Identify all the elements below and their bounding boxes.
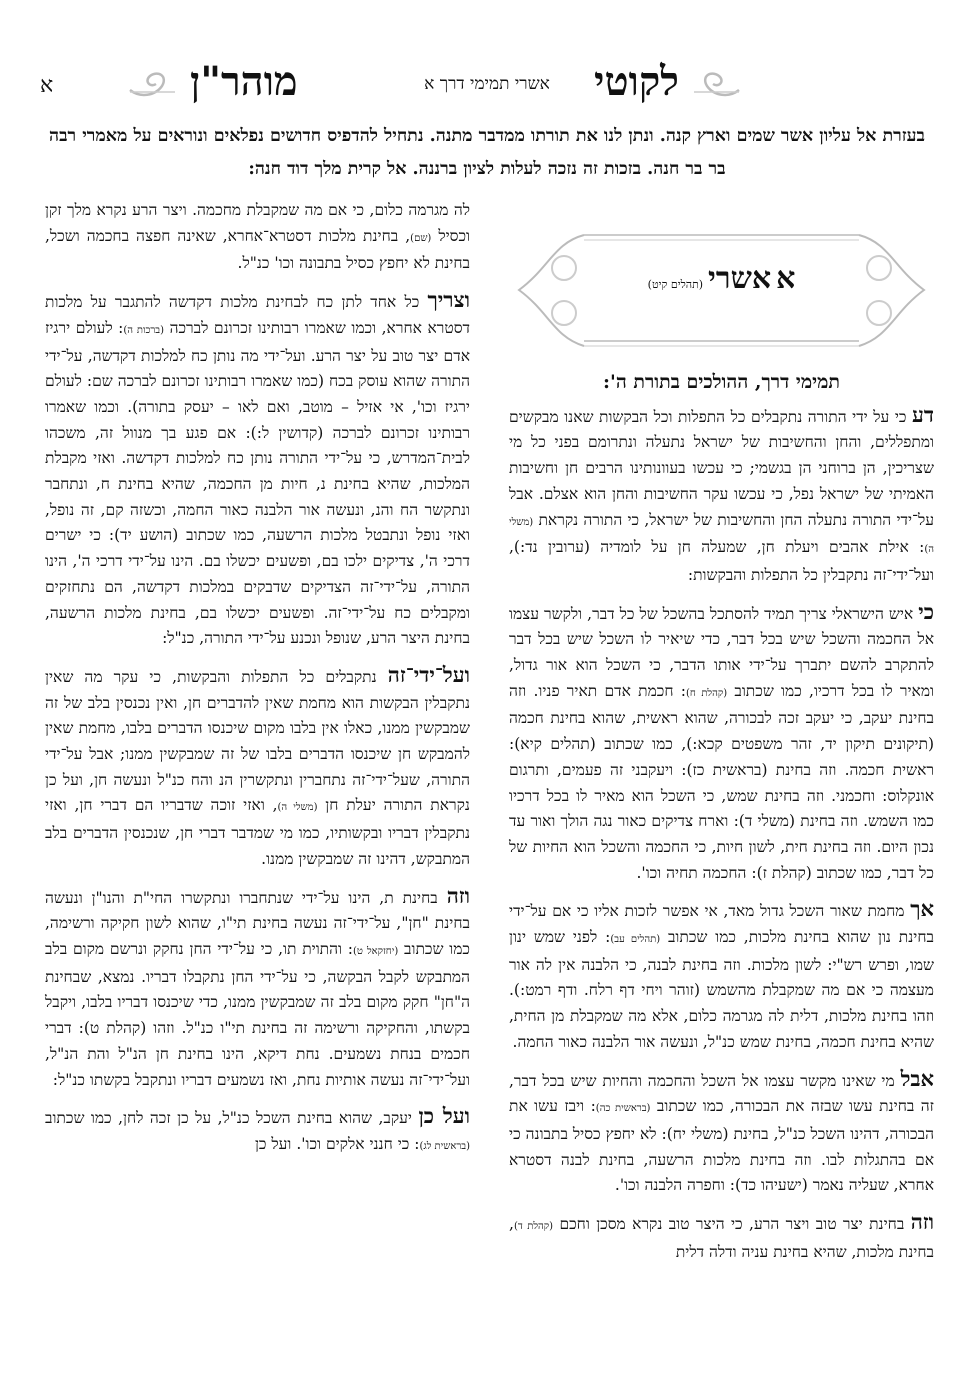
lead-word: דע bbox=[912, 401, 934, 427]
lead-word: כי bbox=[918, 598, 934, 624]
lead-word: אבל bbox=[900, 1065, 934, 1091]
lead-word: וזה bbox=[446, 882, 470, 908]
paragraph bbox=[45, 1103, 470, 1159]
paragraph-text: בחינת יצר טוב ויצר הרע, כי היצר טוב נקרא מסכן וחכם bbox=[553, 1215, 911, 1234]
lead-word: אך bbox=[910, 896, 934, 922]
paragraph bbox=[509, 402, 934, 589]
left-column bbox=[45, 195, 470, 1170]
paragraph bbox=[509, 896, 934, 1055]
paragraph bbox=[509, 599, 934, 887]
paragraph-text: : אילת אהבים ויעלת חן, שמעלה חן על לומדיה (ערובין נד:), ועל־ידי־זה נתקבלין כל התפלות והבקשות: bbox=[509, 538, 934, 584]
paragraph bbox=[45, 195, 470, 277]
paragraph-text: : חכמת אדם תאיר פניו. וזה בחינת יעקב, כי יעקב זכה לבכורה, שהוא ראשית, שהוא בחינת חכמה (תיקונים תיקון יד, זהר משפטים קכא:), כמו שכתוב (תהלים קיא): ראשית חכמה. וזה בחינת (בראשית כז): ויעקבני זה פעמים, ותרגום אונקלוס: וחכמני. וזה בחינת שמש, כי השכל הוא מאיר לו בכל דרכיו כמו השמש. וזה בחינת (משלי ד): וארח צדיקים כאור נגה הולך ואור עד נכון היום. וזה בחינת חית, לשון חיות, כי החכמה והשכל הוא החיות של כל דבר, כמו שכתוב (קהלת ז): החכמה תחיה וכו'. bbox=[509, 681, 934, 882]
source-ref: (ברכות ה) bbox=[123, 324, 165, 336]
source-ref: (בראשית כה) bbox=[595, 1103, 651, 1115]
paragraph bbox=[45, 662, 470, 873]
intro-paragraph: בעזרת אל עליון אשר שמים וארץ קנה. ונתן לנו את תורתו ממדבר מתנה. נתחיל להדפיס חדושים נפלאים ונוראים על מאמרי רבה בר בר חנה. בזכות זה נזכה לעלות לציון ברננה. אל קרית מלך דוד חנה: bbox=[49, 126, 925, 179]
heading-reference: (תהלים קיט) bbox=[647, 278, 704, 291]
paragraph-text: נתקבלים כל התפלות והבקשות, כי עקר מה שאין נתקבלין הבקשות הוא מחמת שאין להדברים חן, ואין נכנסין בלב של זה שמבקשין ממנו, כאלו אין בלבו מקום שיכנסו הדברים בלבו, מחמת שאין להמבקש חן שיכנסו הדברים בלבו של זה שמבקשין ממנו; אבל על־ידי התורה, שעל־ידי־זה נתחברין ונתקשרין הנ והח כנ"ל ונעשה חן, ועל כן נקראת התורה יעלת חן bbox=[45, 667, 470, 815]
paragraph-text: : לפני שמש ינון שמו, ופרש רש"י: לשון מלכות. וזה בחינת לבנה, כי הלבנה אין לה אור מעצמה כי אם מה שמקבלת מהשמש (זוהר ויחי דף רלח. ודף רמט:). וזהו בחינת מלכות, דלית לה מגרמה כלום, אלא מה שמקבלת מן החית, שהיא בחינת חכמה, בחינת שמש כנ"ל, ונעשה אור הלבנה כאור החמה. bbox=[509, 928, 935, 1051]
heading-letter: א bbox=[776, 261, 796, 296]
paragraph-text: : כי חנני אלקים וכו'. ועל כן bbox=[254, 1134, 420, 1153]
right-column bbox=[509, 195, 934, 1276]
paragraph bbox=[509, 1066, 934, 1200]
paragraph-text: , בחינת מלכות דסטרא־אחרא, שאינה חפצה בחכמה ושכל, בחינת לא יחפץ כסיל בתבונה וכו' כנ"ל. bbox=[45, 226, 470, 273]
page-number: א bbox=[40, 73, 54, 98]
section-heading-frame bbox=[509, 223, 934, 358]
source-ref: (משלי ה) bbox=[509, 516, 934, 556]
running-title-right: לקוטי bbox=[594, 58, 679, 105]
section-heading bbox=[509, 261, 934, 298]
paragraph-text: לה מגרמה כלום, כי אם מה שמקבלת מחכמה. ויצר הרע נקרא מלך זקן וכסיל bbox=[45, 201, 470, 245]
source-ref: (משלי ה) bbox=[277, 802, 318, 814]
lead-word: ועל־ידי־זה bbox=[387, 661, 470, 687]
ornament-icon bbox=[125, 68, 180, 98]
source-ref: (שם) bbox=[410, 232, 432, 244]
paragraph-text: כי על ידי התורה נתקבלים כל התפלות וכל הבקשות שאנו מבקשים ומתפללים, והחן והחשיבות של ישראל נתעלה ונתרומם בפני כל מי שצריכין, הן ברוחני הן בגשמי; כי עכשו בעוונותינו הרבים חן וחשיבות האמיתי של ישראל נפל, כי עכשו עקר החשיבות והחן הוא אצלם. אבל על־ידי התורה נתעלה החן והחשיבות של ישראל, כי התורה נקראת bbox=[509, 407, 934, 529]
verse-subtitle: תמימי דרך, ההולכים בתורת ה': bbox=[603, 371, 840, 393]
paragraph-text: בחינת ת, הינו על־ידי שנתחברו ונתקשרו החי"ת והנו"ן ונעשה בחינת "חן", על־ידי־זה נעשה בחינת תי"ו, שהוא לשון חקיקה ורשימה, כמו שכתוב bbox=[45, 888, 470, 958]
page-header bbox=[40, 58, 934, 108]
paragraph-text: איש הישראלי צריך תמיד להסתכל בהשכל של כל דבר, ולקשר עצמו אל החכמה והשכל שיש בכל דבר, כדי שיאיר לו השכל שיש בכל דבר להתקרב להשם יתברך על־ידי אותו הדבר, כי השכל הוא אור גדול, ומאיר לו בכל דרכיו, כמו שכתוב bbox=[509, 604, 935, 700]
lead-word: וזה bbox=[910, 1209, 934, 1235]
heading-word: אשרי bbox=[708, 261, 772, 296]
paragraph-text: מי שאינו מקשר עצמו אל השכל והחכמה והחיות שיש בכל דבר, זה בחינת עשו שבזה את הבכורה, כמו שכתוב bbox=[509, 1071, 934, 1116]
paragraph-text: : לעולם ירגיז אדם יצר טוב על יצר הרע. ועל־ידי מה נותן כח למלכות דקדשה, על־ידי התורה שהוא עוסק בכח (כמו שאמרו רבותינו זכרונם לברכה שם: לעולם ירגיז וכו', אי אזיל – מוטב, ואם לאו – יעסק בתורה). וכמו שאמרו רבותינו זכרונם לברכה (קדושין ל:): אם פגע בך מנוול זה, משכהו לבית־המדרש, כי על־ידי התורה נותן כח למלכות דקדשה. ואזי מקבלת המלכות, שהיא בחינת נ, חיות מן החכמה, שהיא בחינת ח, ונתחבר ונתקשר הח והנ, ונעשה אור הלבנה כאור החמה, וכשזה קם, זה נופל, ואזי נופל ונתבטל מלכות הרשעה, כמו שכתוב (הושע יד): כי ישרים דרכי ה', צדיקים ילכו בם, ופשעים יכשלו בם. הינו על־ידי דרכי ה', הינו התורה, על־ידי־זה הצדיקים שדבקים במלכות דקדשה, הם נתחזקים ומקבלים כח על־ידי־זה. ופשעים יכשלו בם, בחינת מלכות הרשעה, בחינת היצר הרע, שנופל ונכנע על־ידי התורה, כנ"ל: bbox=[45, 318, 470, 648]
lead-word: ועל כן bbox=[418, 1103, 470, 1129]
paragraph-text: כל אחד לתן כח לבחינת מלכות דקדשה להתגבר על מלכות דסטרא אחרא, וכמו שאמרו רבותינו זכרונם לברכה bbox=[45, 293, 471, 337]
paragraph bbox=[509, 1209, 934, 1265]
running-subtitle: אשרי תמימי דרך א bbox=[424, 74, 550, 94]
running-title-left: מוהר"ן bbox=[190, 58, 298, 105]
paragraph bbox=[45, 883, 470, 1094]
lead-word: וצריך bbox=[427, 287, 470, 313]
paragraph-text: מחמת שאור השכל גדול מאד, אי אפשר לזכות אליו כי אם על־ידי בחינת נון שהוא בחינת מלכות, כמו שכתוב bbox=[509, 902, 934, 947]
paragraph-text: : ויבז עשו את הבכורה, דהינו השכל כנ"ל, בחינת (משלי יח): לא יחפץ כסיל בתבונה כי אם בהתגלות לבו. וזה בחינת מלכות הרשעה, בחינת לבנה דסטרא אחרא, שעליה נאמר (ישעיהו כד): וחפרה הלבנה וכו'. bbox=[509, 1097, 934, 1195]
source-ref: (קהלת ד) bbox=[513, 1221, 554, 1233]
paragraph-text: , בחינת מלכות, שהיא בחינת עניה ודלה דלית bbox=[509, 1215, 934, 1261]
source-ref: (קהלת ח) bbox=[686, 687, 728, 699]
paragraph-text: , ואזי זוכה שדבריו הם דברי חן, ואזי נתקבלין דבריו ובקשותיו, כמו מי שמדבר דברי חן, שנכנסין הדברים בלב המתבקש, דהינו זה שמבקשין ממנו. bbox=[45, 796, 470, 868]
source-ref: (בראשית לג) bbox=[419, 1140, 470, 1152]
paragraph bbox=[45, 287, 470, 652]
source-ref: (יחזקאל ט) bbox=[353, 945, 399, 957]
paragraph-text: : והתוית תו, כי על־ידי החן נחקק ונרשם מקום בלב המתבקש לקבל הבקשה, כי על־ידי החן נתקבלו דבריו. נמצא, שבחינת ה"חן" חקק מקום בלב זה שמבקשין ממנו, כדי שיכנסו דבריו בלבו, ויקבל בקשתו, והחקיקה ורשימה זה בחינת תי"ו כנ"ל. וזהו (קהלת ט): דברי חכמים בנחת נשמעים. נחת דיקא, הינו בחינת חן הנ"ל והת הנ"ל, ועל־ידי־זה נעשה אותיות נחת, ואז נשמעים דבריו ונתקבל בקשתו כנ"ל: bbox=[45, 939, 470, 1089]
paragraph-text: יעקב, שהוא בחינת השכל כנ"ל, על כן זכה לחן, כמו שכתוב bbox=[45, 1109, 419, 1128]
source-ref: (תהלים עב) bbox=[610, 934, 661, 946]
